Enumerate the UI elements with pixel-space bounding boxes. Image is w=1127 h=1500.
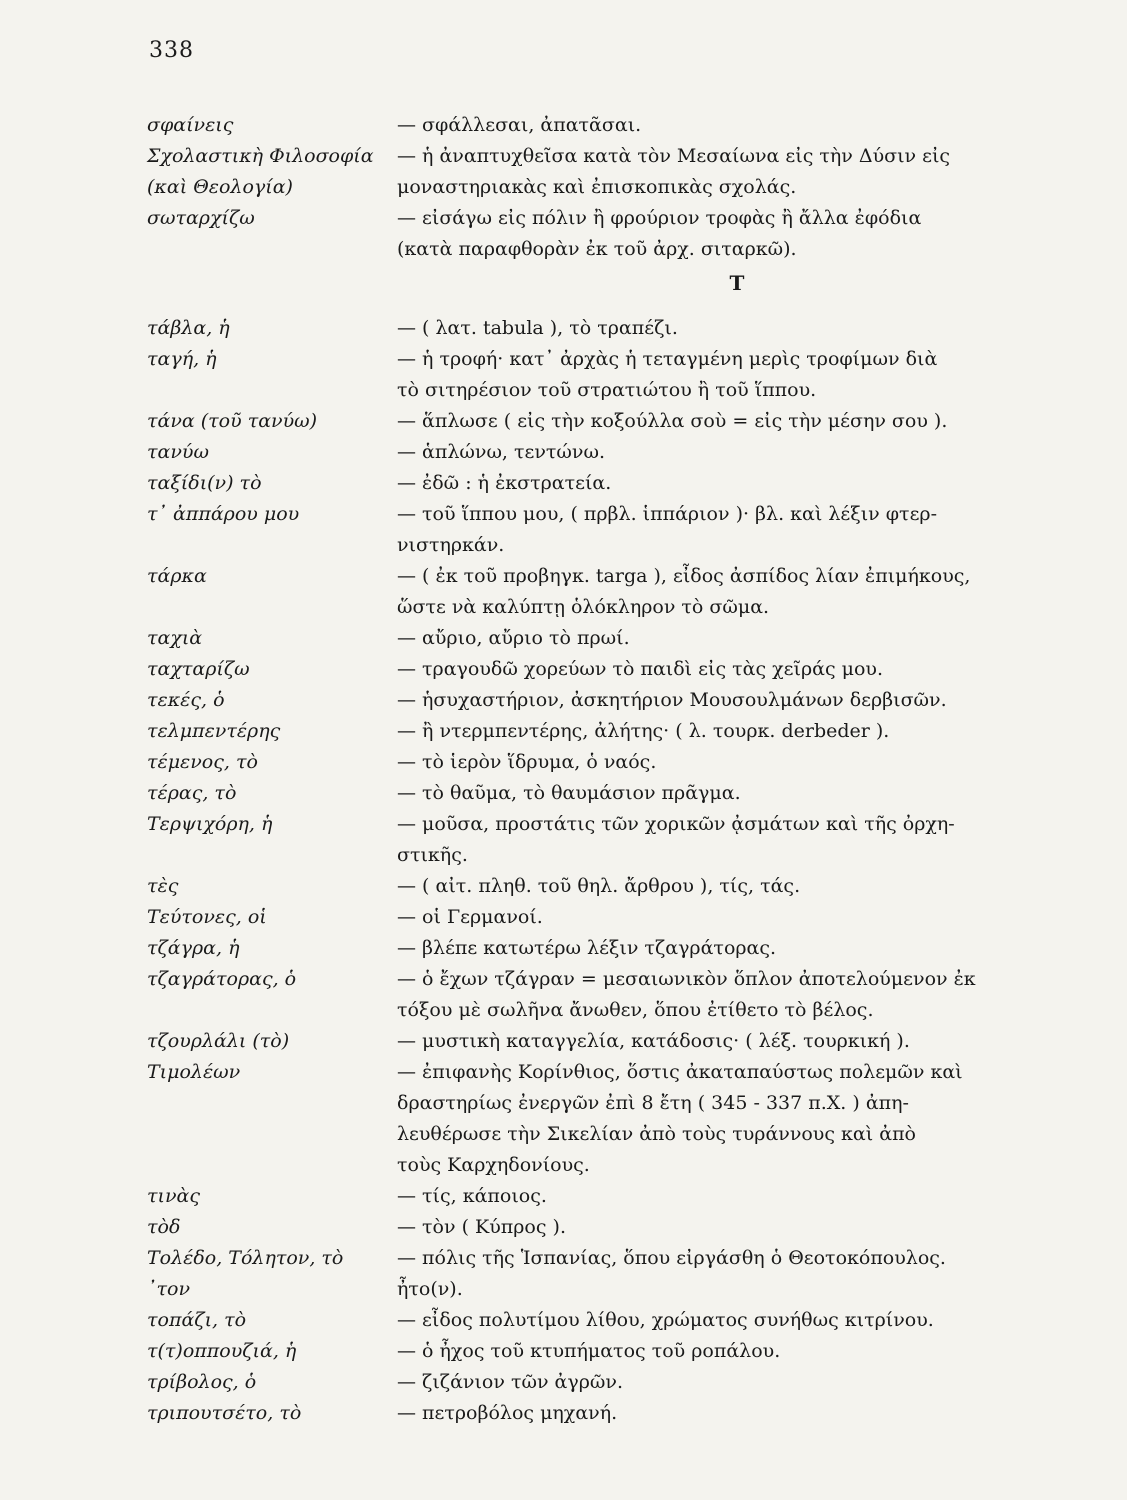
entry-definition-line: — ἢ ντερμπεντέρης, ἀλήτης· ( λ. τουρκ. derbeder ). xyxy=(397,720,890,742)
entry-term-line: Τιμολέων xyxy=(147,1061,241,1083)
entry-term xyxy=(147,964,397,1026)
entry-definition-line: στικῆς. xyxy=(397,844,468,866)
entry-term xyxy=(147,1398,397,1429)
entry-term-line: Τολέδο, Τόλητον, τὸ xyxy=(147,1247,344,1269)
entry-term-line: τρίβολος, ὁ xyxy=(147,1371,257,1393)
entry-definition xyxy=(397,809,1027,871)
entry-definition-line: — ἅπλωσε ( εἰς τὴν κοξούλλα σοὺ = εἰς τὴν μέσην σου ). xyxy=(397,410,948,432)
entry-definition-line: δραστηρίως ἐνεργῶν ἐπὶ 8 ἔτη ( 345 - 337 π.Χ. ) ἀπη- xyxy=(397,1092,909,1114)
entry-term-line: τάνα (τοῦ τανύω) xyxy=(147,410,318,432)
entry-definition-line: — ἡ ἀναπτυχθεῖσα κατὰ τὸν Μεσαίωνα εἰς τὴν Δύσιν εἰς xyxy=(397,145,951,167)
entry-term xyxy=(147,344,397,406)
entry-term-line: Σχολαστικὴ Φιλοσοφία xyxy=(147,145,374,167)
glossary-entry xyxy=(147,1305,1027,1336)
entry-term-line: τινὰς xyxy=(147,1185,200,1207)
entry-definition xyxy=(397,203,1027,265)
entry-definition-line: τοὺς Καρχηδονίους. xyxy=(397,1154,590,1176)
entry-term xyxy=(147,1181,397,1212)
glossary-entry xyxy=(147,747,1027,778)
entry-term xyxy=(147,933,397,964)
entry-term-line: τανύω xyxy=(147,441,209,463)
glossary-entry xyxy=(147,344,1027,406)
entry-definition-line: ἦτο(ν). xyxy=(397,1278,463,1300)
entry-definition-line: — ( λατ. tabula ), τὸ τραπέζι. xyxy=(397,317,678,339)
section-letter: T xyxy=(729,271,745,295)
entry-term xyxy=(147,1026,397,1057)
entry-term xyxy=(147,809,397,871)
entry-definition-line: — ( ἐκ τοῦ προβηγκ. targa ), εἶδος ἀσπίδος λίαν ἐπιμήκους, xyxy=(397,565,971,587)
entry-term-line: ταξίδι(ν) τὸ xyxy=(147,472,262,494)
glossary-entry xyxy=(147,964,1027,1026)
entry-term xyxy=(147,778,397,809)
entry-definition-line: — σφάλλεσαι, ἀπατᾶσαι. xyxy=(397,114,642,136)
entry-term xyxy=(147,902,397,933)
entry-term xyxy=(147,468,397,499)
entry-term xyxy=(147,406,397,437)
entry-definition-line: νιστηρκάν. xyxy=(397,534,505,556)
entry-term-line: σωταρχίζω xyxy=(147,207,255,229)
entry-term xyxy=(147,871,397,902)
glossary-entry xyxy=(147,716,1027,747)
entry-term-line: ταγή, ἡ xyxy=(147,348,217,370)
glossary-entry xyxy=(147,902,1027,933)
entry-term xyxy=(147,747,397,778)
entry-definition xyxy=(397,933,1027,964)
entry-term-line: τεκές, ὁ xyxy=(147,689,225,711)
entry-term-line: Τερψιχόρη, ἡ xyxy=(147,813,273,835)
entry-definition-line: τόξου μὲ σωλῆνα ἄνωθεν, ὅπου ἐτίθετο τὸ βέλος. xyxy=(397,999,874,1021)
entry-definition xyxy=(397,902,1027,933)
entry-definition xyxy=(397,561,1027,623)
glossary-entry xyxy=(147,809,1027,871)
entry-definition xyxy=(397,468,1027,499)
entry-definition-line: — ἡ τροφή· κατ᾽ ἀρχὰς ἡ τεταγμένη μερὶς τροφίμων διὰ xyxy=(397,348,938,370)
entry-definition-line: — ἁπλώνω, τεντώνω. xyxy=(397,441,606,463)
entry-definition-line: — τὸ θαῦμα, τὸ θαυμάσιον πρᾶγμα. xyxy=(397,782,741,804)
entry-definition-line: — βλέπε κατωτέρω λέξιν τζαγράτορας. xyxy=(397,937,777,959)
glossary-entry xyxy=(147,1367,1027,1398)
glossary-entry xyxy=(147,1274,1027,1305)
entry-definition-line: ὥστε νὰ καλύπτῃ ὁλόκληρον τὸ σῶμα. xyxy=(397,596,770,618)
glossary-entry xyxy=(147,203,1027,265)
entry-term xyxy=(147,1057,397,1181)
glossary-entry xyxy=(147,1057,1027,1181)
entry-term xyxy=(147,561,397,623)
entry-term-line: ᾿τον xyxy=(147,1278,191,1300)
entry-term xyxy=(147,1367,397,1398)
glossary-entry xyxy=(147,1243,1027,1274)
glossary xyxy=(147,110,1027,1429)
glossary-entry xyxy=(147,871,1027,902)
entry-term-line: τ᾽ ἀππάρου μου xyxy=(147,503,300,525)
glossary-entry xyxy=(147,437,1027,468)
entry-term-line: τελμπεντέρης xyxy=(147,720,281,742)
entry-term xyxy=(147,1305,397,1336)
entry-definition xyxy=(397,747,1027,778)
entry-definition-line: — ἡσυχαστήριον, ἀσκητήριον Μουσουλμάνων δερβισῶν. xyxy=(397,689,947,711)
entry-term xyxy=(147,141,397,203)
entry-definition-line: — τὸν ( Κύπρος ). xyxy=(397,1216,567,1238)
entry-definition xyxy=(397,716,1027,747)
glossary-entry xyxy=(147,561,1027,623)
glossary-entry xyxy=(147,623,1027,654)
entry-definition xyxy=(397,1181,1027,1212)
entry-definition xyxy=(397,1305,1027,1336)
entry-term-line: τάβλα, ἡ xyxy=(147,317,230,339)
entry-definition xyxy=(397,1243,1027,1274)
entry-definition-line: — ἐδῶ : ἡ ἐκστρατεία. xyxy=(397,472,612,494)
entry-term xyxy=(147,1274,397,1305)
entry-definition xyxy=(397,1398,1027,1429)
entry-term xyxy=(147,437,397,468)
entry-definition-line: — τοῦ ἵππου μου, ( πρβλ. ἱππάριον )· βλ. καὶ λέξιν φτερ- xyxy=(397,503,937,525)
entry-term xyxy=(147,203,397,265)
glossary-entry xyxy=(147,778,1027,809)
entry-definition xyxy=(397,344,1027,406)
entry-term-line: Τεύτονες, οἱ xyxy=(147,906,267,928)
glossary-entry xyxy=(147,1026,1027,1057)
entry-term-line: τέρας, τὸ xyxy=(147,782,237,804)
glossary-entry xyxy=(147,313,1027,344)
entry-term-line: τζάγρα, ἡ xyxy=(147,937,240,959)
entry-term-line: τοπάζι, τὸ xyxy=(147,1309,247,1331)
entry-definition-line: — πόλις τῆς Ἱσπανίας, ὅπου εἰργάσθη ὁ Θεοτοκόπουλος. xyxy=(397,1247,946,1269)
entry-term xyxy=(147,654,397,685)
entry-definition-line: — αὔριο, αὔριο τὸ πρωί. xyxy=(397,627,630,649)
entry-definition-line: — πετροβόλος μηχανή. xyxy=(397,1402,618,1424)
entry-definition-line: — μυστικὴ καταγγελία, κατάδοσις· ( λέξ. τουρκική ). xyxy=(397,1030,910,1052)
entry-term-line: ταχιὰ xyxy=(147,627,203,649)
glossary-entry xyxy=(147,406,1027,437)
entry-term-line: τζαγράτορας, ὁ xyxy=(147,968,297,990)
entry-term-line: τάρκα xyxy=(147,565,207,587)
entry-term-line: τὲς xyxy=(147,875,179,897)
entry-definition xyxy=(397,1057,1027,1181)
glossary-entry xyxy=(147,933,1027,964)
entry-definition xyxy=(397,778,1027,809)
entry-definition-line: λευθέρωσε τὴν Σικελίαν ἀπὸ τοὺς τυράννους καὶ ἀπὸ xyxy=(397,1123,916,1145)
entry-term-line: τ(τ)οππουζιά, ἡ xyxy=(147,1340,297,1362)
entry-definition-line: — τὸ ἱερὸν ἵδρυμα, ὁ ναός. xyxy=(397,751,657,773)
entry-definition xyxy=(397,964,1027,1026)
entry-definition-line: — ( αἰτ. πληθ. τοῦ θηλ. ἄρθρου ), τίς, τάς. xyxy=(397,875,801,897)
entry-definition xyxy=(397,1336,1027,1367)
entry-definition xyxy=(397,499,1027,561)
entry-term xyxy=(147,716,397,747)
glossary-entry xyxy=(147,685,1027,716)
entry-definition xyxy=(397,437,1027,468)
entry-definition-line: — ὁ ἔχων τζάγραν = μεσαιωνικὸν ὅπλον ἀποτελούμενον ἐκ xyxy=(397,968,976,990)
entry-definition xyxy=(397,1367,1027,1398)
entry-definition-line: — τραγουδῶ χορεύων τὸ παιδὶ εἰς τὰς χεῖράς μου. xyxy=(397,658,884,680)
entry-definition xyxy=(397,141,1027,203)
glossary-entry xyxy=(147,141,1027,203)
entry-definition xyxy=(397,623,1027,654)
entry-definition xyxy=(397,1212,1027,1243)
entry-term xyxy=(147,623,397,654)
entry-term-line: τὸδ xyxy=(147,1216,181,1238)
glossary-entry xyxy=(147,499,1027,561)
entry-definition-line: — ἐπιφανὴς Κορίνθιος, ὅστις ἀκαταπαύστως πολεμῶν καὶ xyxy=(397,1061,963,1083)
entry-definition xyxy=(397,313,1027,344)
entry-definition-line: μοναστηριακὰς καὶ ἐπισκοπικὰς σχολάς. xyxy=(397,176,797,198)
glossary-entry xyxy=(147,110,1027,141)
entry-definition xyxy=(397,1274,1027,1305)
entry-definition xyxy=(397,1026,1027,1057)
entry-term-line: ταχταρίζω xyxy=(147,658,250,680)
entry-term xyxy=(147,1212,397,1243)
entry-definition-line: — οἱ Γερμανοί. xyxy=(397,906,543,928)
entry-definition xyxy=(397,110,1027,141)
entry-term xyxy=(147,313,397,344)
glossary-entry xyxy=(147,1336,1027,1367)
entry-definition xyxy=(397,406,1027,437)
entry-definition-line: — μοῦσα, προστάτις τῶν χορικῶν ᾀσμάτων καὶ τῆς ὀρχη- xyxy=(397,813,955,835)
entry-definition-line: (κατὰ παραφθορὰν ἐκ τοῦ ἀρχ. σιταρκῶ). xyxy=(397,238,797,260)
entry-definition-line: — εἶδος πολυτίμου λίθου, χρώματος συνήθως κιτρίνου. xyxy=(397,1309,934,1331)
entry-term xyxy=(147,110,397,141)
entry-term xyxy=(147,685,397,716)
entry-term-line: σφαίνεις xyxy=(147,114,234,136)
entry-definition xyxy=(397,654,1027,685)
entry-definition-line: — ὁ ἦχος τοῦ κτυπήματος τοῦ ροπάλου. xyxy=(397,1340,781,1362)
entry-definition xyxy=(397,685,1027,716)
entry-term xyxy=(147,499,397,561)
entry-term-line: τζουρλάλι (τὸ) xyxy=(147,1030,290,1052)
glossary-entry xyxy=(147,1181,1027,1212)
entry-term xyxy=(147,1336,397,1367)
glossary-entries-before xyxy=(147,110,1027,265)
glossary-entry xyxy=(147,1398,1027,1429)
glossary-entry xyxy=(147,654,1027,685)
glossary-entry xyxy=(147,1212,1027,1243)
entry-definition-line: — ζιζάνιον τῶν ἀγρῶν. xyxy=(397,1371,623,1393)
entry-term-line: (καὶ Θεολογία) xyxy=(147,176,293,198)
entry-definition-line: — εἰσάγω εἰς πόλιν ἢ φρούριον τροφὰς ἢ ἄλλα ἐφόδια xyxy=(397,207,922,229)
glossary-entry xyxy=(147,468,1027,499)
entry-definition xyxy=(397,871,1027,902)
page-number: 338 xyxy=(149,38,194,63)
entry-term-line: τέμενος, τὸ xyxy=(147,751,258,773)
entry-term xyxy=(147,1243,397,1274)
glossary-entries-after xyxy=(147,313,1027,1429)
entry-term-line: τριπουτσέτο, τὸ xyxy=(147,1402,302,1424)
entry-definition-line: — τίς, κάποιος. xyxy=(397,1185,547,1207)
entry-definition-line: τὸ σιτηρέσιον τοῦ στρατιώτου ἢ τοῦ ἵππου. xyxy=(397,379,817,401)
